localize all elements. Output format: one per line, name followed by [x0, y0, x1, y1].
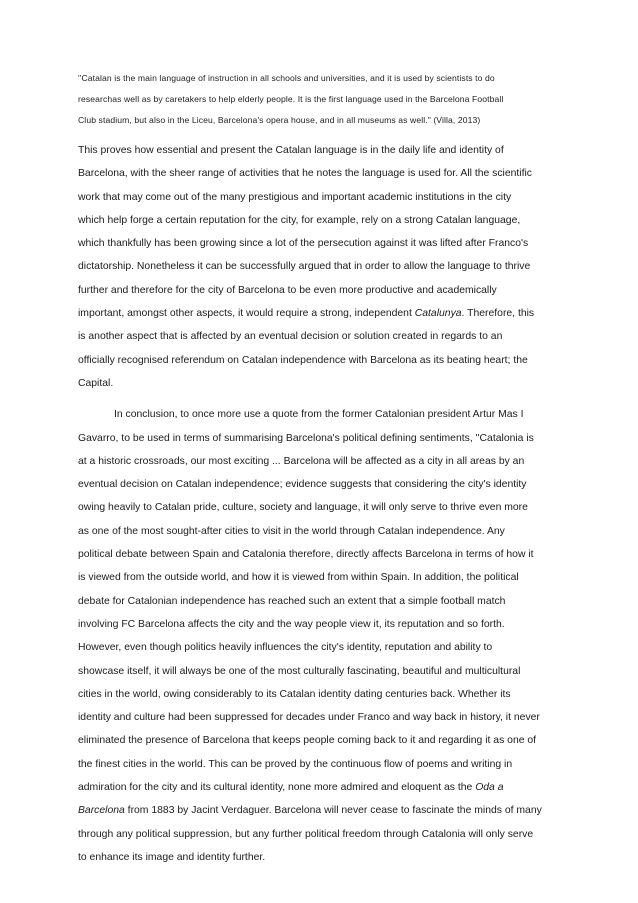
body-text [78, 139, 573, 869]
text-line: owing heavily to Catalan pride, culture, society and language, it will only serve to thrive even more [78, 502, 528, 514]
text-line [78, 776, 573, 799]
text-line: eventual decision on Catalan independence; evidence suggests that considering the city's identity [78, 479, 527, 491]
text-fragment: . Therefore, this [461, 308, 535, 320]
italic-title: Barcelona [78, 805, 125, 817]
text-line: the finest cities in the world. This can be proved by the continuous flow of poems and writing in [78, 758, 513, 770]
text-line: Capital. [78, 377, 114, 389]
text-line: as one of the most sought-after cities to visit in the world through Catalan independence. Any [78, 525, 505, 537]
text-fragment: important, amongst other aspects, it would require a strong, independent [78, 308, 415, 320]
text-line: further and therefore for the city of Barcelona to be even more productive and academically [78, 284, 497, 296]
paragraph-gap [78, 395, 573, 403]
text-line: debate for Catalonian independence has reached such an extent that a simple football match [78, 595, 506, 607]
text-line: which thankfully has been growing since a lot of the persecution against it was lifted after Franco's [78, 238, 529, 250]
text-line: In conclusion, to once more use a quote from the former Catalonian president Artur Mas I [114, 409, 524, 421]
quote-line: Club stadium, but also in the Liceu, Barcelona's opera house, and in all museums as well." (Villa, 2013) [78, 115, 481, 125]
italic-title: Oda a [475, 782, 504, 794]
text-line: Barcelona, with the sheer range of activities that he notes the language is used for. All the scientific [78, 168, 532, 180]
text-line: involving FC Barcelona affects the city and the way people view it, its reputation and so forth. [78, 618, 505, 630]
text-line: at a historic crossroads, our most exciting ... Barcelona will be affected as a city in all areas by an [78, 455, 525, 467]
paragraph-1 [78, 139, 573, 395]
text-line: showcase itself, it will always be one of the most culturally fascinating, beautiful and multicultural [78, 665, 521, 677]
text-line [78, 799, 573, 822]
quote-line: researchas well as by caretakers to help elderly people. It is the first language used in the Barcelona Football [78, 94, 504, 104]
text-line: eliminated the presence of Barcelona that keeps people coming back to it and regarding it as one of [78, 735, 537, 747]
text-line: is viewed from the outside world, and how it is viewed from within Spain. In addition, the political [78, 572, 519, 584]
text-line: cities in the world, owing considerably to its Catalan identity dating centuries back. Whether its [78, 688, 511, 700]
text-line: identity and culture had been suppressed for decades under Franco and way back in history, it never [78, 712, 540, 724]
text-fragment: from 1883 by Jacint Verdaguer. Barcelona will never cease to fascinate the minds of many [124, 805, 542, 817]
text-line: which help forge a certain reputation for the city, for example, rely on a strong Catalan language, [78, 214, 521, 226]
text-line: However, even though politics heavily influences the city's identity, reputation and ability to [78, 642, 493, 654]
text-line: through any political suppression, but any further political freedom through Catalonia will only serve [78, 828, 534, 840]
text-line: Gavarro, to be used in terms of summarising Barcelona's political defining sentiments, ''Catalonia is [78, 432, 534, 444]
text-fragment: admiration for the city and its cultural identity, none more admired and eloquent as the [78, 782, 476, 794]
text-line: This proves how essential and present the Catalan language is in the daily life and identity of [78, 145, 504, 156]
text-line: to enhance its image and identity further. [78, 851, 266, 863]
text-line: work that may come out of the many prestigious and important academic institutions in the city [78, 191, 512, 203]
text-line [78, 302, 573, 325]
italic-title: Catalunya [414, 308, 462, 320]
text-line: officially recognised referendum on Catalan independence with Barcelona as its beating heart; the [78, 354, 528, 366]
quote-line: ''Catalan is the main language of instruction in all schools and universities, and it is used by scientists to do [78, 73, 495, 83]
block-quote [78, 68, 573, 131]
text-line: political debate between Spain and Catalonia therefore, directly affects Barcelona in terms of how it [78, 549, 534, 561]
text-line: is another aspect that is affected by an eventual decision or solution created in regards to an [78, 331, 503, 343]
paragraph-2 [78, 403, 573, 869]
text-line: dictatorship. Nonetheless it can be successfully argued that in order to allow the language to thrive [78, 261, 531, 273]
